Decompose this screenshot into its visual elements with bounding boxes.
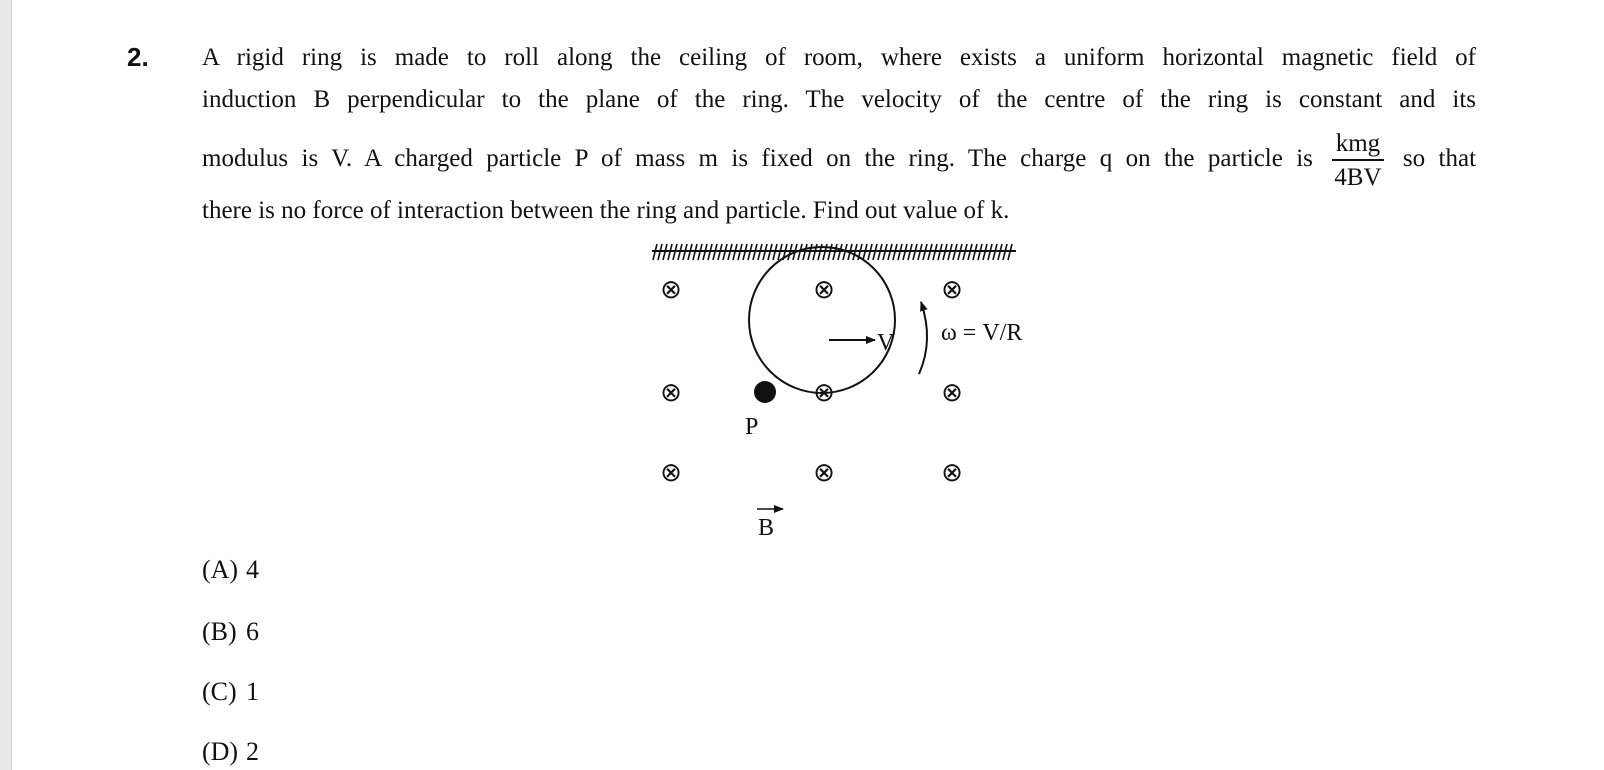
option-d-label: (D) <box>202 737 239 766</box>
question-line-3-text: modulus is V. A charged particle P of mass m is fixed on the ring. The charge q on the particle is <box>202 145 1313 172</box>
option-c-label: (C) <box>202 677 237 706</box>
ring <box>749 247 895 393</box>
option-c-value: 1 <box>246 677 259 706</box>
field-into-page-symbol: ⊗ <box>941 458 963 488</box>
field-into-page-symbol: ⊗ <box>660 458 682 488</box>
option-d[interactable] <box>202 737 259 767</box>
question-line-3-tail: so that <box>1402 145 1477 172</box>
option-c[interactable] <box>202 677 259 707</box>
charged-particle <box>754 381 776 403</box>
field-into-page-symbol: ⊗ <box>941 378 963 408</box>
rotation-arrow <box>919 302 927 374</box>
field-into-page-symbol: ⊗ <box>813 458 835 488</box>
fraction-denominator: 4BV <box>1334 163 1382 191</box>
option-b-value: 6 <box>246 617 259 646</box>
field-into-page-symbol: ⊗ <box>660 378 682 408</box>
option-a-label: (A) <box>202 555 239 584</box>
option-d-value: 2 <box>246 737 259 766</box>
velocity-label: V <box>877 330 895 356</box>
fraction-numerator: kmg <box>1332 131 1384 161</box>
particle-label: P <box>745 414 759 440</box>
field-label: B <box>758 515 775 541</box>
question-number: 2. <box>127 42 149 72</box>
option-b[interactable] <box>202 617 259 647</box>
question-line-1: A rigid ring is made to roll along the ceiling of room, where exists a uniform horizontal magnetic field of <box>202 44 1476 71</box>
field-into-page-symbol: ⊗ <box>941 275 963 305</box>
omega-label: ω = V/R <box>941 320 1023 346</box>
ceiling <box>652 244 1016 260</box>
field-into-page-symbol: ⊗ <box>813 378 835 408</box>
question-line-2: induction B perpendicular to the plane of the ring. The velocity of the centre of the ring is constant and its <box>202 86 1476 113</box>
option-a[interactable] <box>202 555 259 585</box>
option-a-value: 4 <box>246 555 259 584</box>
field-into-page-symbol: ⊗ <box>813 275 835 305</box>
option-b-label: (B) <box>202 617 237 646</box>
field-into-page-symbol: ⊗ <box>660 275 682 305</box>
question-line-4: there is no force of interaction between the ring and particle. Find out value of k. <box>202 197 1010 224</box>
